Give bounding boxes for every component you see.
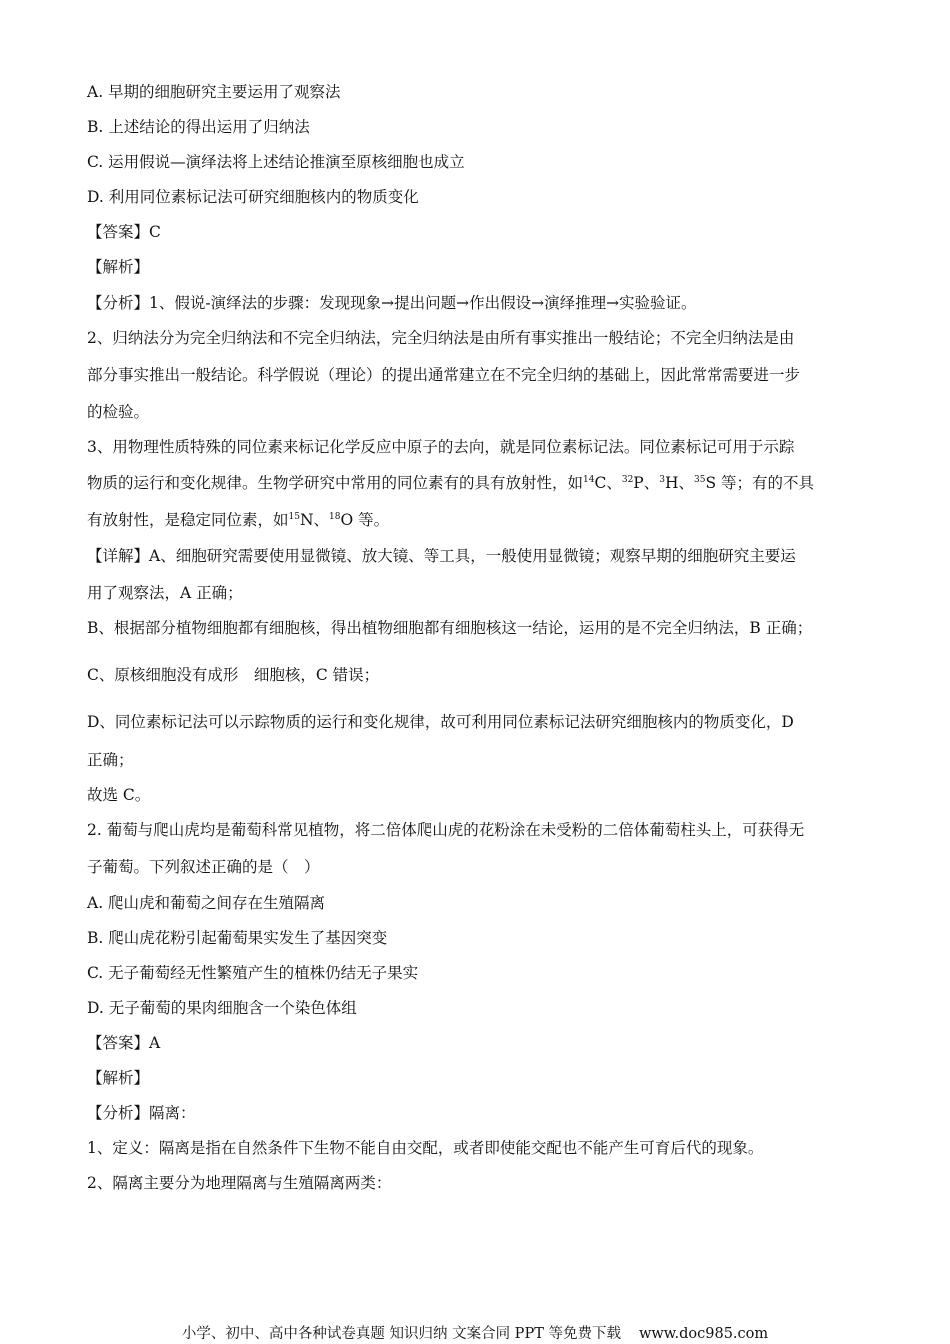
isotope-18-sup: 18 [329,512,341,522]
isotope-35-sup: 35 [694,475,706,485]
element-o: O 等。 [340,511,390,529]
q1-fenxi-3b [87,473,814,493]
q1-fenxi-2c: 的检验。 [87,403,150,421]
q1-xiangjie-c: C、原核细胞没有成形 细胞核，C 错误； [87,666,380,684]
q2-stem-1: 2. 葡萄与爬山虎均是葡萄科常见植物，将二倍体爬山虎的花粉涂在未受粉的二倍体葡萄柱头上，可获得无 [87,821,805,839]
q1-xiangjie-b: B、根据部分植物细胞都有细胞核，得出植物细胞都有细胞核这一结论，运用的是不完全归纳法，B 正确； [87,619,813,637]
element-s: S 等；有的不具 [705,474,814,492]
element-p: P、 [633,474,660,492]
element-c: C、 [594,474,622,492]
q2-option-b: B. 爬山虎花粉引起葡萄果实发生了基因突变 [87,929,388,947]
q2-definition-1: 1、定义：隔离是指在自然条件下生物不能自由交配，或者即使能交配也不能产生可育后代的现象。 [87,1139,764,1157]
q1-xiangjie-d1: D、同位素标记法可以示踪物质的运行和变化规律，故可利用同位素标记法研究细胞核内的物质变化，D [87,713,794,731]
q1-option-d: D. 利用同位素标记法可研究细胞核内的物质变化 [87,188,419,206]
q2-definition-2: 2、隔离主要分为地理隔离与生殖隔离两类： [87,1174,392,1192]
q2-stem-2: 子葡萄。下列叙述正确的是（ ） [87,858,320,876]
q2-fenxi: 【分析】隔离： [87,1104,196,1122]
q2-answer: 【答案】A [87,1034,161,1052]
isotope-14-sup: 14 [583,475,595,485]
q1-fenxi-2a: 2、归纳法分为完全归纳法和不完全归纳法，完全归纳法是由所有事实推出一般结论；不完全归纳法是由 [87,329,795,347]
q1-xiangjie-d2: 正确； [87,751,134,769]
isotope-32-sup: 32 [621,475,634,485]
isotope-15-sup: 15 [288,512,300,522]
q1-xiangjie-a2: 用了观察法，A 正确； [87,584,243,602]
footer-url[interactable]: www.doc985.com [638,1326,769,1342]
q1-option-b: B. 上述结论的得出运用了归纳法 [87,118,310,136]
q1-option-a: A. 早期的细胞研究主要运用了观察法 [87,83,341,101]
q1-fenxi-3c [87,510,389,530]
isotope-3-sup: 3 [659,475,665,485]
q1-fenxi-1: 【分析】1、假说-演绎法的步骤：发现现象→提出问题→作出假设→演绎推理→实验验证。 [87,294,697,312]
q1-fenxi-3c-text: 有放射性，是稳定同位素，如 [87,511,289,529]
q2-option-c: C. 无子葡萄经无性繁殖产生的植株仍结无子果实 [87,964,419,982]
q1-analysis-heading: 【解析】 [87,258,150,276]
element-n: N、 [299,511,330,529]
q2-option-d: D. 无子葡萄的果肉细胞含一个染色体组 [87,999,357,1017]
element-h: H、 [664,474,694,492]
q1-answer: 【答案】C [87,223,161,241]
page-footer [0,1322,950,1343]
q2-analysis-heading: 【解析】 [87,1069,150,1087]
q1-fenxi-2b: 部分事实推出一般结论。科学假说（理论）的提出通常建立在不完全归纳的基础上，因此常常需要进一步 [87,366,801,384]
q2-option-a: A. 爬山虎和葡萄之间存在生殖隔离 [87,894,326,912]
q1-fenxi-3b-text: 物质的运行和变化规律。生物学研究中常用的同位素有的具有放射性，如 [87,474,584,492]
q1-conclusion: 故选 C。 [87,786,151,804]
q1-fenxi-3a: 3、用物理性质特殊的同位素来标记化学反应中原子的去向，就是同位素标记法。同位素标记可用于示踪 [87,438,795,456]
footer-text: 小学、初中、高中各种试卷真题 知识归纳 文案合同 PPT 等免费下载 [181,1326,621,1342]
q1-option-c: C. 运用假说—演绎法将上述结论推演至原核细胞也成立 [87,153,465,171]
q1-xiangjie-a1: 【详解】A、细胞研究需要使用显微镜、放大镜、等工具，一般使用显微镜；观察早期的细胞研究主要运 [87,547,796,565]
